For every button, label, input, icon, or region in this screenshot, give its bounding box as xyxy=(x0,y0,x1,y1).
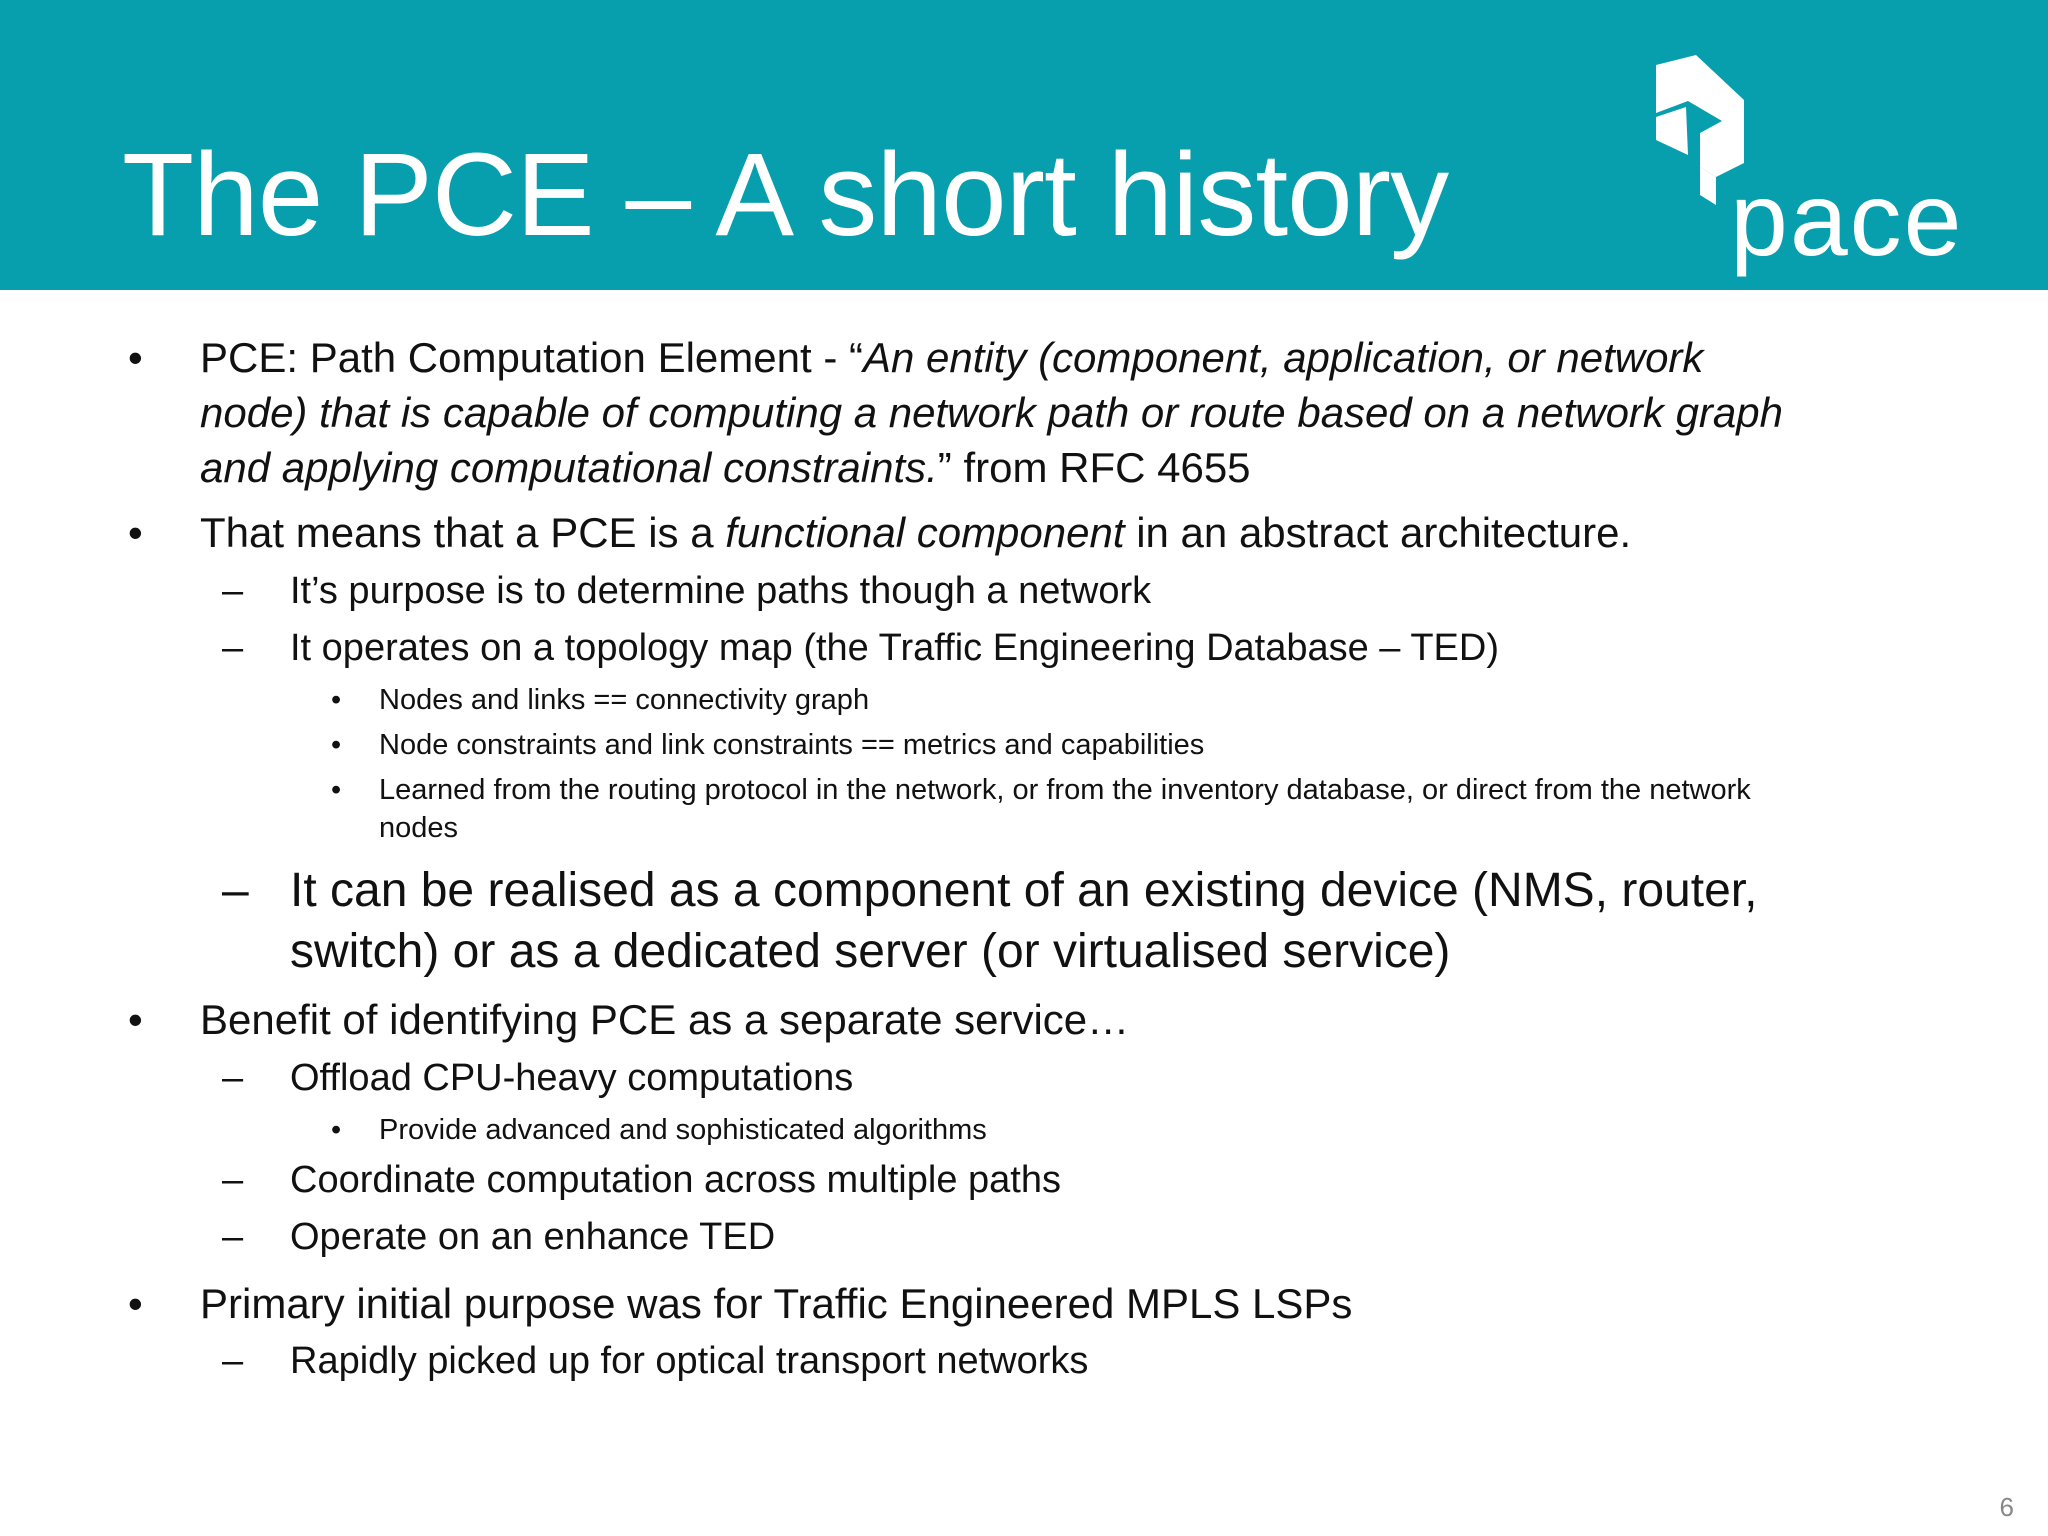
dash-marker: – xyxy=(222,864,249,917)
bullet-pce-definition xyxy=(128,330,1704,385)
bullet-text: Primary initial purpose was for Traffic Engineered MPLS LSPs xyxy=(200,1280,1353,1327)
bullet-marker: • xyxy=(331,729,342,761)
dash-marker: – xyxy=(222,1057,244,1099)
dash-marker: – xyxy=(222,1216,244,1258)
slide-title: The PCE – A short history xyxy=(122,129,1449,261)
sub-bullet-coordinate xyxy=(222,1152,1061,1209)
sub-bullet-purpose xyxy=(222,563,1152,620)
sub-sub-bullet-learned-line2 xyxy=(379,809,458,847)
dash-marker: – xyxy=(222,627,244,669)
bullet-benefit xyxy=(128,992,1130,1047)
bullet-text: PCE: Path Computation Element - “ xyxy=(200,334,863,381)
sub-bullet-enhanced-ted xyxy=(222,1209,776,1266)
bullet-pce-definition-line2 xyxy=(200,385,1783,440)
bullet-marker: • xyxy=(331,1114,342,1146)
sub-sub-bullet-text: Provide advanced and sophisticated algorithms xyxy=(379,1114,987,1146)
sub-sub-bullet-algorithms xyxy=(331,1111,987,1149)
dash-marker: – xyxy=(222,1159,244,1201)
sub-bullet-text: Offload CPU-heavy computations xyxy=(290,1057,854,1099)
rfc-quote: node) that is capable of computing a network path or route based on a network graph xyxy=(200,389,1783,436)
sub-sub-bullet-text: nodes xyxy=(379,812,459,844)
bullet-pce-definition-line3 xyxy=(200,440,1251,495)
bullet-marker: • xyxy=(331,684,342,716)
rfc-quote: and applying computational constraints. xyxy=(200,444,938,491)
dash-marker: – xyxy=(222,1340,244,1382)
bullet-marker: • xyxy=(128,1280,143,1327)
bullet-marker: • xyxy=(128,509,143,556)
emphasis-text: functional component xyxy=(725,509,1125,556)
dash-marker: – xyxy=(222,570,244,612)
sub-sub-bullet-learned xyxy=(331,771,1751,809)
bullet-functional-component xyxy=(128,505,1632,560)
sub-sub-bullet-constraints xyxy=(331,726,1205,764)
sub-bullet-text: It can be realised as a component of an existing device (NMS, router, xyxy=(290,864,1758,917)
sub-bullet-text: switch) or as a dedicated server (or virtualised service) xyxy=(290,925,1451,978)
sub-bullet-realisation-line2 xyxy=(290,921,1450,982)
sub-bullet-realisation xyxy=(222,860,1758,921)
rfc-source: ” from RFC 4655 xyxy=(937,444,1251,491)
title-banner xyxy=(0,0,2048,290)
sub-bullet-text: It operates on a topology map (the Traffic Engineering Database – TED) xyxy=(290,627,1499,669)
bullet-primary-purpose xyxy=(128,1276,1353,1331)
logo-wordmark: pace xyxy=(1730,162,1964,278)
sub-sub-bullet-text: Learned from the routing protocol in the network, or from the inventory database, or direct from the network xyxy=(379,774,1751,806)
sub-sub-bullet-text: Node constraints and link constraints == metrics and capabilities xyxy=(379,729,1205,761)
bullet-text: in an abstract architecture. xyxy=(1124,509,1632,556)
sub-bullet-offload xyxy=(222,1050,854,1107)
sub-bullet-optical xyxy=(222,1333,1089,1390)
sub-bullet-text: Rapidly picked up for optical transport networks xyxy=(290,1340,1089,1382)
sub-bullet-text: It’s purpose is to determine paths though a network xyxy=(290,570,1152,612)
sub-bullet-topology xyxy=(222,620,1499,677)
bullet-marker: • xyxy=(128,334,143,381)
sub-sub-bullet-text: Nodes and links == connectivity graph xyxy=(379,684,870,716)
pace-logo xyxy=(1640,50,2000,278)
bullet-marker: • xyxy=(331,774,342,806)
sub-bullet-text: Coordinate computation across multiple paths xyxy=(290,1159,1061,1201)
rfc-quote: An entity (component, application, or network xyxy=(862,334,1704,381)
sub-sub-bullet-connectivity xyxy=(331,681,870,719)
page-number: 6 xyxy=(1999,1492,2014,1522)
bullet-marker: • xyxy=(128,996,143,1043)
bullet-text: That means that a PCE is a xyxy=(200,509,726,556)
bullet-text: Benefit of identifying PCE as a separate service… xyxy=(200,996,1130,1043)
sub-bullet-text: Operate on an enhance TED xyxy=(290,1216,776,1258)
